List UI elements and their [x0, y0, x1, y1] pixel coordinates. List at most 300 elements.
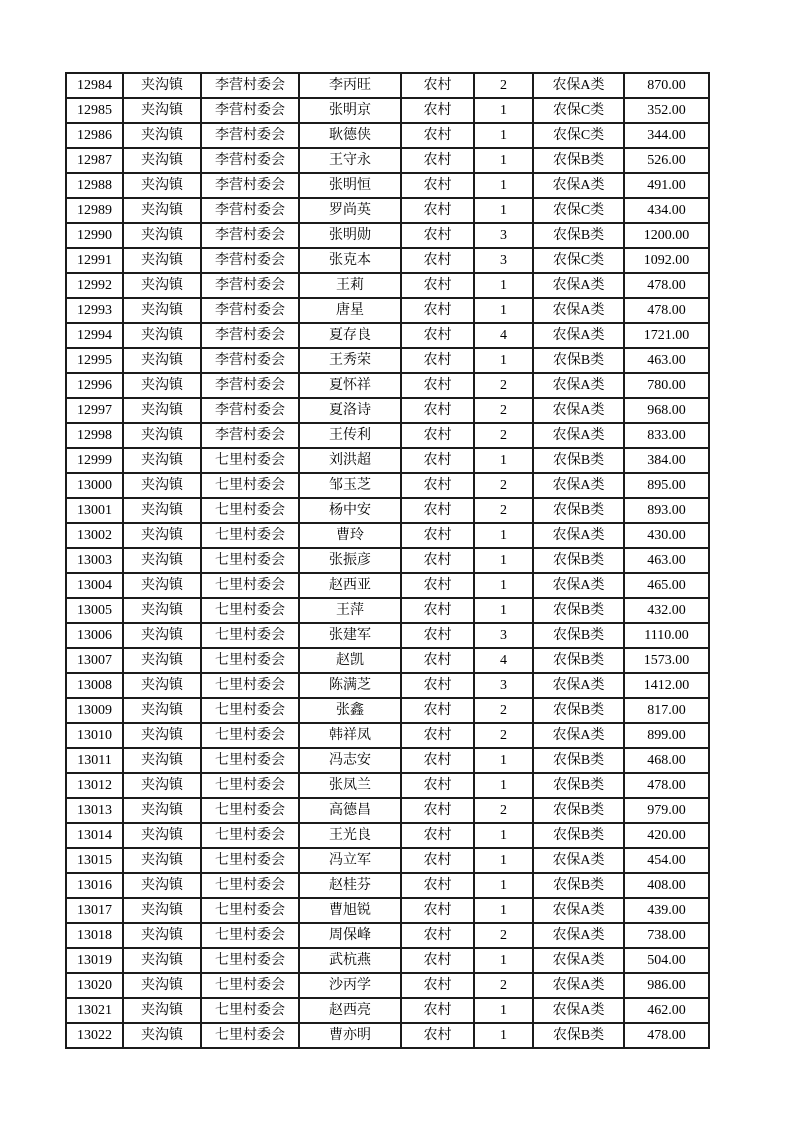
cell-record-id: 13006 — [66, 623, 123, 648]
cell-village-committee: 七里村委会 — [201, 973, 299, 998]
cell-amount: 1412.00 — [624, 673, 709, 698]
cell-amount: 979.00 — [624, 798, 709, 823]
cell-amount: 352.00 — [624, 98, 709, 123]
cell-town: 夹沟镇 — [123, 598, 201, 623]
pension-records-table — [65, 72, 710, 1049]
table-row — [66, 148, 709, 173]
cell-village-committee: 李营村委会 — [201, 198, 299, 223]
cell-insurance-category: 农保C类 — [533, 248, 624, 273]
cell-town: 夹沟镇 — [123, 173, 201, 198]
cell-residence-type: 农村 — [401, 223, 474, 248]
cell-person-count: 1 — [474, 948, 533, 973]
cell-residence-type: 农村 — [401, 673, 474, 698]
cell-village-committee: 七里村委会 — [201, 598, 299, 623]
table-row — [66, 98, 709, 123]
cell-person-count: 1 — [474, 748, 533, 773]
cell-person-name: 冯立军 — [299, 848, 401, 873]
table-row — [66, 923, 709, 948]
cell-person-count: 3 — [474, 673, 533, 698]
cell-village-committee: 李营村委会 — [201, 398, 299, 423]
cell-person-name: 夏洛诗 — [299, 398, 401, 423]
table-row — [66, 473, 709, 498]
cell-person-name: 赵桂芬 — [299, 873, 401, 898]
cell-village-committee: 七里村委会 — [201, 523, 299, 548]
cell-amount: 465.00 — [624, 573, 709, 598]
cell-amount: 439.00 — [624, 898, 709, 923]
cell-record-id: 12989 — [66, 198, 123, 223]
cell-village-committee: 七里村委会 — [201, 748, 299, 773]
cell-person-name: 王秀荣 — [299, 348, 401, 373]
table-row — [66, 948, 709, 973]
cell-person-count: 1 — [474, 548, 533, 573]
cell-residence-type: 农村 — [401, 73, 474, 98]
cell-person-count: 3 — [474, 248, 533, 273]
cell-town: 夹沟镇 — [123, 873, 201, 898]
cell-person-name: 王守永 — [299, 148, 401, 173]
cell-residence-type: 农村 — [401, 973, 474, 998]
cell-person-name: 沙丙学 — [299, 973, 401, 998]
cell-town: 夹沟镇 — [123, 948, 201, 973]
cell-insurance-category: 农保A类 — [533, 173, 624, 198]
cell-amount: 478.00 — [624, 273, 709, 298]
cell-insurance-category: 农保B类 — [533, 498, 624, 523]
cell-town: 夹沟镇 — [123, 973, 201, 998]
table-body — [66, 73, 709, 1048]
cell-town: 夹沟镇 — [123, 723, 201, 748]
cell-amount: 434.00 — [624, 198, 709, 223]
cell-residence-type: 农村 — [401, 773, 474, 798]
cell-person-count: 2 — [474, 798, 533, 823]
cell-village-committee: 七里村委会 — [201, 698, 299, 723]
cell-town: 夹沟镇 — [123, 998, 201, 1023]
cell-residence-type: 农村 — [401, 573, 474, 598]
cell-person-count: 2 — [474, 923, 533, 948]
cell-residence-type: 农村 — [401, 698, 474, 723]
cell-person-count: 1 — [474, 1023, 533, 1048]
cell-insurance-category: 农保C类 — [533, 98, 624, 123]
cell-person-count: 1 — [474, 273, 533, 298]
cell-town: 夹沟镇 — [123, 298, 201, 323]
cell-village-committee: 李营村委会 — [201, 248, 299, 273]
table-row — [66, 173, 709, 198]
cell-person-name: 武杭燕 — [299, 948, 401, 973]
cell-amount: 420.00 — [624, 823, 709, 848]
table-row — [66, 798, 709, 823]
cell-person-count: 3 — [474, 623, 533, 648]
cell-insurance-category: 农保B类 — [533, 873, 624, 898]
cell-amount: 478.00 — [624, 1023, 709, 1048]
cell-town: 夹沟镇 — [123, 423, 201, 448]
cell-village-committee: 李营村委会 — [201, 273, 299, 298]
cell-record-id: 12990 — [66, 223, 123, 248]
cell-insurance-category: 农保B类 — [533, 148, 624, 173]
cell-person-count: 1 — [474, 573, 533, 598]
cell-residence-type: 农村 — [401, 473, 474, 498]
cell-insurance-category: 农保A类 — [533, 848, 624, 873]
cell-person-name: 张明恒 — [299, 173, 401, 198]
cell-person-count: 1 — [474, 198, 533, 223]
cell-amount: 1721.00 — [624, 323, 709, 348]
cell-amount: 968.00 — [624, 398, 709, 423]
cell-person-count: 2 — [474, 498, 533, 523]
cell-person-name: 夏存良 — [299, 323, 401, 348]
cell-amount: 833.00 — [624, 423, 709, 448]
cell-record-id: 12998 — [66, 423, 123, 448]
cell-amount: 454.00 — [624, 848, 709, 873]
cell-village-committee: 李营村委会 — [201, 173, 299, 198]
cell-amount: 468.00 — [624, 748, 709, 773]
cell-person-count: 2 — [474, 423, 533, 448]
cell-person-count: 1 — [474, 898, 533, 923]
table-row — [66, 73, 709, 98]
table-row — [66, 398, 709, 423]
cell-village-committee: 李营村委会 — [201, 423, 299, 448]
cell-village-committee: 七里村委会 — [201, 573, 299, 598]
cell-record-id: 12991 — [66, 248, 123, 273]
cell-insurance-category: 农保A类 — [533, 723, 624, 748]
cell-residence-type: 农村 — [401, 848, 474, 873]
table-row — [66, 873, 709, 898]
cell-town: 夹沟镇 — [123, 623, 201, 648]
cell-record-id: 13003 — [66, 548, 123, 573]
cell-record-id: 12992 — [66, 273, 123, 298]
cell-insurance-category: 农保A类 — [533, 998, 624, 1023]
cell-town: 夹沟镇 — [123, 823, 201, 848]
cell-residence-type: 农村 — [401, 1023, 474, 1048]
cell-insurance-category: 农保B类 — [533, 598, 624, 623]
cell-village-committee: 李营村委会 — [201, 298, 299, 323]
cell-record-id: 13009 — [66, 698, 123, 723]
cell-town: 夹沟镇 — [123, 98, 201, 123]
cell-amount: 462.00 — [624, 998, 709, 1023]
cell-amount: 1573.00 — [624, 648, 709, 673]
cell-amount: 478.00 — [624, 773, 709, 798]
cell-person-count: 1 — [474, 148, 533, 173]
cell-record-id: 12999 — [66, 448, 123, 473]
cell-insurance-category: 农保B类 — [533, 1023, 624, 1048]
cell-person-count: 1 — [474, 448, 533, 473]
cell-amount: 491.00 — [624, 173, 709, 198]
cell-residence-type: 农村 — [401, 398, 474, 423]
cell-town: 夹沟镇 — [123, 373, 201, 398]
table-row — [66, 198, 709, 223]
cell-village-committee: 李营村委会 — [201, 223, 299, 248]
cell-town: 夹沟镇 — [123, 648, 201, 673]
table-row — [66, 998, 709, 1023]
cell-person-name: 夏怀祥 — [299, 373, 401, 398]
cell-amount: 344.00 — [624, 123, 709, 148]
cell-record-id: 13010 — [66, 723, 123, 748]
table-row — [66, 698, 709, 723]
cell-residence-type: 农村 — [401, 423, 474, 448]
cell-amount: 1110.00 — [624, 623, 709, 648]
cell-residence-type: 农村 — [401, 923, 474, 948]
cell-record-id: 12996 — [66, 373, 123, 398]
cell-village-committee: 七里村委会 — [201, 448, 299, 473]
cell-record-id: 12997 — [66, 398, 123, 423]
cell-person-name: 张凤兰 — [299, 773, 401, 798]
cell-residence-type: 农村 — [401, 348, 474, 373]
cell-amount: 432.00 — [624, 598, 709, 623]
cell-person-name: 邹玉芝 — [299, 473, 401, 498]
cell-amount: 1200.00 — [624, 223, 709, 248]
cell-person-count: 2 — [474, 973, 533, 998]
cell-person-name: 韩祥凤 — [299, 723, 401, 748]
cell-amount: 899.00 — [624, 723, 709, 748]
cell-person-name: 张克本 — [299, 248, 401, 273]
cell-town: 夹沟镇 — [123, 748, 201, 773]
table-row — [66, 273, 709, 298]
cell-record-id: 13012 — [66, 773, 123, 798]
cell-person-name: 耿德侠 — [299, 123, 401, 148]
cell-amount: 986.00 — [624, 973, 709, 998]
cell-village-committee: 七里村委会 — [201, 648, 299, 673]
cell-person-name: 曹旭锐 — [299, 898, 401, 923]
cell-person-count: 2 — [474, 473, 533, 498]
cell-insurance-category: 农保A类 — [533, 973, 624, 998]
cell-record-id: 13014 — [66, 823, 123, 848]
cell-town: 夹沟镇 — [123, 398, 201, 423]
cell-person-count: 1 — [474, 773, 533, 798]
table-row — [66, 423, 709, 448]
cell-person-count: 1 — [474, 173, 533, 198]
cell-residence-type: 农村 — [401, 373, 474, 398]
cell-record-id: 13007 — [66, 648, 123, 673]
table-row — [66, 223, 709, 248]
cell-town: 夹沟镇 — [123, 673, 201, 698]
cell-record-id: 13005 — [66, 598, 123, 623]
table-row — [66, 1023, 709, 1048]
cell-residence-type: 农村 — [401, 98, 474, 123]
cell-record-id: 13000 — [66, 473, 123, 498]
cell-town: 夹沟镇 — [123, 73, 201, 98]
cell-person-count: 1 — [474, 348, 533, 373]
cell-person-count: 4 — [474, 648, 533, 673]
cell-town: 夹沟镇 — [123, 523, 201, 548]
table-row — [66, 573, 709, 598]
table-row — [66, 648, 709, 673]
cell-village-committee: 七里村委会 — [201, 948, 299, 973]
cell-insurance-category: 农保B类 — [533, 773, 624, 798]
cell-residence-type: 农村 — [401, 123, 474, 148]
cell-amount: 893.00 — [624, 498, 709, 523]
cell-insurance-category: 农保A类 — [533, 573, 624, 598]
cell-amount: 870.00 — [624, 73, 709, 98]
cell-village-committee: 七里村委会 — [201, 798, 299, 823]
cell-town: 夹沟镇 — [123, 1023, 201, 1048]
cell-town: 夹沟镇 — [123, 498, 201, 523]
cell-residence-type: 农村 — [401, 948, 474, 973]
cell-residence-type: 农村 — [401, 548, 474, 573]
cell-residence-type: 农村 — [401, 148, 474, 173]
cell-record-id: 13016 — [66, 873, 123, 898]
cell-person-name: 张鑫 — [299, 698, 401, 723]
cell-person-name: 周保峰 — [299, 923, 401, 948]
cell-record-id: 13013 — [66, 798, 123, 823]
cell-insurance-category: 农保B类 — [533, 548, 624, 573]
table-row — [66, 548, 709, 573]
cell-village-committee: 七里村委会 — [201, 923, 299, 948]
cell-town: 夹沟镇 — [123, 198, 201, 223]
table-row — [66, 323, 709, 348]
cell-record-id: 13015 — [66, 848, 123, 873]
cell-town: 夹沟镇 — [123, 698, 201, 723]
cell-person-name: 赵西亮 — [299, 998, 401, 1023]
table-row — [66, 348, 709, 373]
cell-insurance-category: 农保A类 — [533, 398, 624, 423]
cell-person-count: 1 — [474, 523, 533, 548]
cell-record-id: 13001 — [66, 498, 123, 523]
cell-village-committee: 七里村委会 — [201, 1023, 299, 1048]
cell-person-name: 赵凯 — [299, 648, 401, 673]
cell-village-committee: 七里村委会 — [201, 898, 299, 923]
cell-insurance-category: 农保A类 — [533, 73, 624, 98]
cell-town: 夹沟镇 — [123, 898, 201, 923]
cell-insurance-category: 农保B类 — [533, 223, 624, 248]
cell-person-count: 1 — [474, 123, 533, 148]
cell-person-count: 1 — [474, 873, 533, 898]
table-row — [66, 898, 709, 923]
cell-record-id: 12984 — [66, 73, 123, 98]
cell-person-count: 2 — [474, 373, 533, 398]
cell-record-id: 13011 — [66, 748, 123, 773]
cell-amount: 384.00 — [624, 448, 709, 473]
cell-record-id: 13019 — [66, 948, 123, 973]
cell-person-name: 张振彦 — [299, 548, 401, 573]
cell-insurance-category: 农保A类 — [533, 923, 624, 948]
cell-person-count: 1 — [474, 298, 533, 323]
cell-residence-type: 农村 — [401, 248, 474, 273]
table-row — [66, 673, 709, 698]
cell-village-committee: 七里村委会 — [201, 848, 299, 873]
cell-town: 夹沟镇 — [123, 348, 201, 373]
cell-insurance-category: 农保A类 — [533, 523, 624, 548]
cell-person-count: 2 — [474, 398, 533, 423]
cell-insurance-category: 农保A类 — [533, 273, 624, 298]
cell-person-name: 罗尚英 — [299, 198, 401, 223]
cell-record-id: 13022 — [66, 1023, 123, 1048]
cell-person-name: 刘洪超 — [299, 448, 401, 473]
cell-record-id: 12986 — [66, 123, 123, 148]
cell-residence-type: 农村 — [401, 648, 474, 673]
cell-insurance-category: 农保A类 — [533, 298, 624, 323]
cell-amount: 895.00 — [624, 473, 709, 498]
cell-town: 夹沟镇 — [123, 848, 201, 873]
cell-insurance-category: 农保A类 — [533, 948, 624, 973]
cell-record-id: 13020 — [66, 973, 123, 998]
cell-residence-type: 农村 — [401, 873, 474, 898]
table-row — [66, 448, 709, 473]
cell-village-committee: 七里村委会 — [201, 873, 299, 898]
cell-town: 夹沟镇 — [123, 923, 201, 948]
table-row — [66, 823, 709, 848]
cell-amount: 738.00 — [624, 923, 709, 948]
cell-town: 夹沟镇 — [123, 573, 201, 598]
cell-person-name: 张建军 — [299, 623, 401, 648]
cell-village-committee: 七里村委会 — [201, 473, 299, 498]
cell-insurance-category: 农保B类 — [533, 623, 624, 648]
cell-insurance-category: 农保A类 — [533, 898, 624, 923]
cell-town: 夹沟镇 — [123, 273, 201, 298]
cell-village-committee: 七里村委会 — [201, 673, 299, 698]
cell-person-name: 张明勋 — [299, 223, 401, 248]
cell-town: 夹沟镇 — [123, 548, 201, 573]
cell-record-id: 13018 — [66, 923, 123, 948]
cell-person-count: 2 — [474, 723, 533, 748]
table-row — [66, 248, 709, 273]
cell-residence-type: 农村 — [401, 898, 474, 923]
table-row — [66, 498, 709, 523]
cell-person-name: 王传利 — [299, 423, 401, 448]
cell-person-name: 冯志安 — [299, 748, 401, 773]
cell-person-name: 唐星 — [299, 298, 401, 323]
cell-person-name: 王萍 — [299, 598, 401, 623]
cell-person-name: 曹玲 — [299, 523, 401, 548]
table-row — [66, 373, 709, 398]
cell-person-name: 赵西亚 — [299, 573, 401, 598]
cell-insurance-category: 农保A类 — [533, 423, 624, 448]
cell-village-committee: 李营村委会 — [201, 98, 299, 123]
cell-residence-type: 农村 — [401, 798, 474, 823]
cell-town: 夹沟镇 — [123, 123, 201, 148]
cell-amount: 408.00 — [624, 873, 709, 898]
cell-insurance-category: 农保C类 — [533, 198, 624, 223]
cell-town: 夹沟镇 — [123, 473, 201, 498]
cell-residence-type: 农村 — [401, 173, 474, 198]
cell-person-count: 1 — [474, 598, 533, 623]
cell-record-id: 12987 — [66, 148, 123, 173]
cell-village-committee: 七里村委会 — [201, 998, 299, 1023]
cell-person-count: 4 — [474, 323, 533, 348]
cell-town: 夹沟镇 — [123, 773, 201, 798]
cell-amount: 463.00 — [624, 348, 709, 373]
cell-residence-type: 农村 — [401, 523, 474, 548]
cell-town: 夹沟镇 — [123, 223, 201, 248]
cell-residence-type: 农村 — [401, 273, 474, 298]
table-row — [66, 848, 709, 873]
cell-person-count: 1 — [474, 998, 533, 1023]
cell-amount: 463.00 — [624, 548, 709, 573]
cell-insurance-category: 农保B类 — [533, 698, 624, 723]
cell-insurance-category: 农保A类 — [533, 673, 624, 698]
cell-record-id: 12985 — [66, 98, 123, 123]
table-row — [66, 973, 709, 998]
cell-record-id: 13002 — [66, 523, 123, 548]
cell-record-id: 13008 — [66, 673, 123, 698]
table-row — [66, 723, 709, 748]
cell-village-committee: 七里村委会 — [201, 548, 299, 573]
cell-person-name: 陈满芝 — [299, 673, 401, 698]
cell-residence-type: 农村 — [401, 723, 474, 748]
cell-village-committee: 李营村委会 — [201, 348, 299, 373]
cell-insurance-category: 农保B类 — [533, 348, 624, 373]
cell-person-count: 3 — [474, 223, 533, 248]
cell-record-id: 13004 — [66, 573, 123, 598]
table-row — [66, 748, 709, 773]
cell-person-name: 曹亦明 — [299, 1023, 401, 1048]
cell-person-name: 王莉 — [299, 273, 401, 298]
cell-person-name: 高德昌 — [299, 798, 401, 823]
cell-person-count: 1 — [474, 848, 533, 873]
cell-insurance-category: 农保A类 — [533, 473, 624, 498]
cell-amount: 526.00 — [624, 148, 709, 173]
cell-insurance-category: 农保B类 — [533, 448, 624, 473]
cell-residence-type: 农村 — [401, 998, 474, 1023]
cell-amount: 817.00 — [624, 698, 709, 723]
cell-insurance-category: 农保B类 — [533, 823, 624, 848]
cell-amount: 504.00 — [624, 948, 709, 973]
cell-amount: 478.00 — [624, 298, 709, 323]
